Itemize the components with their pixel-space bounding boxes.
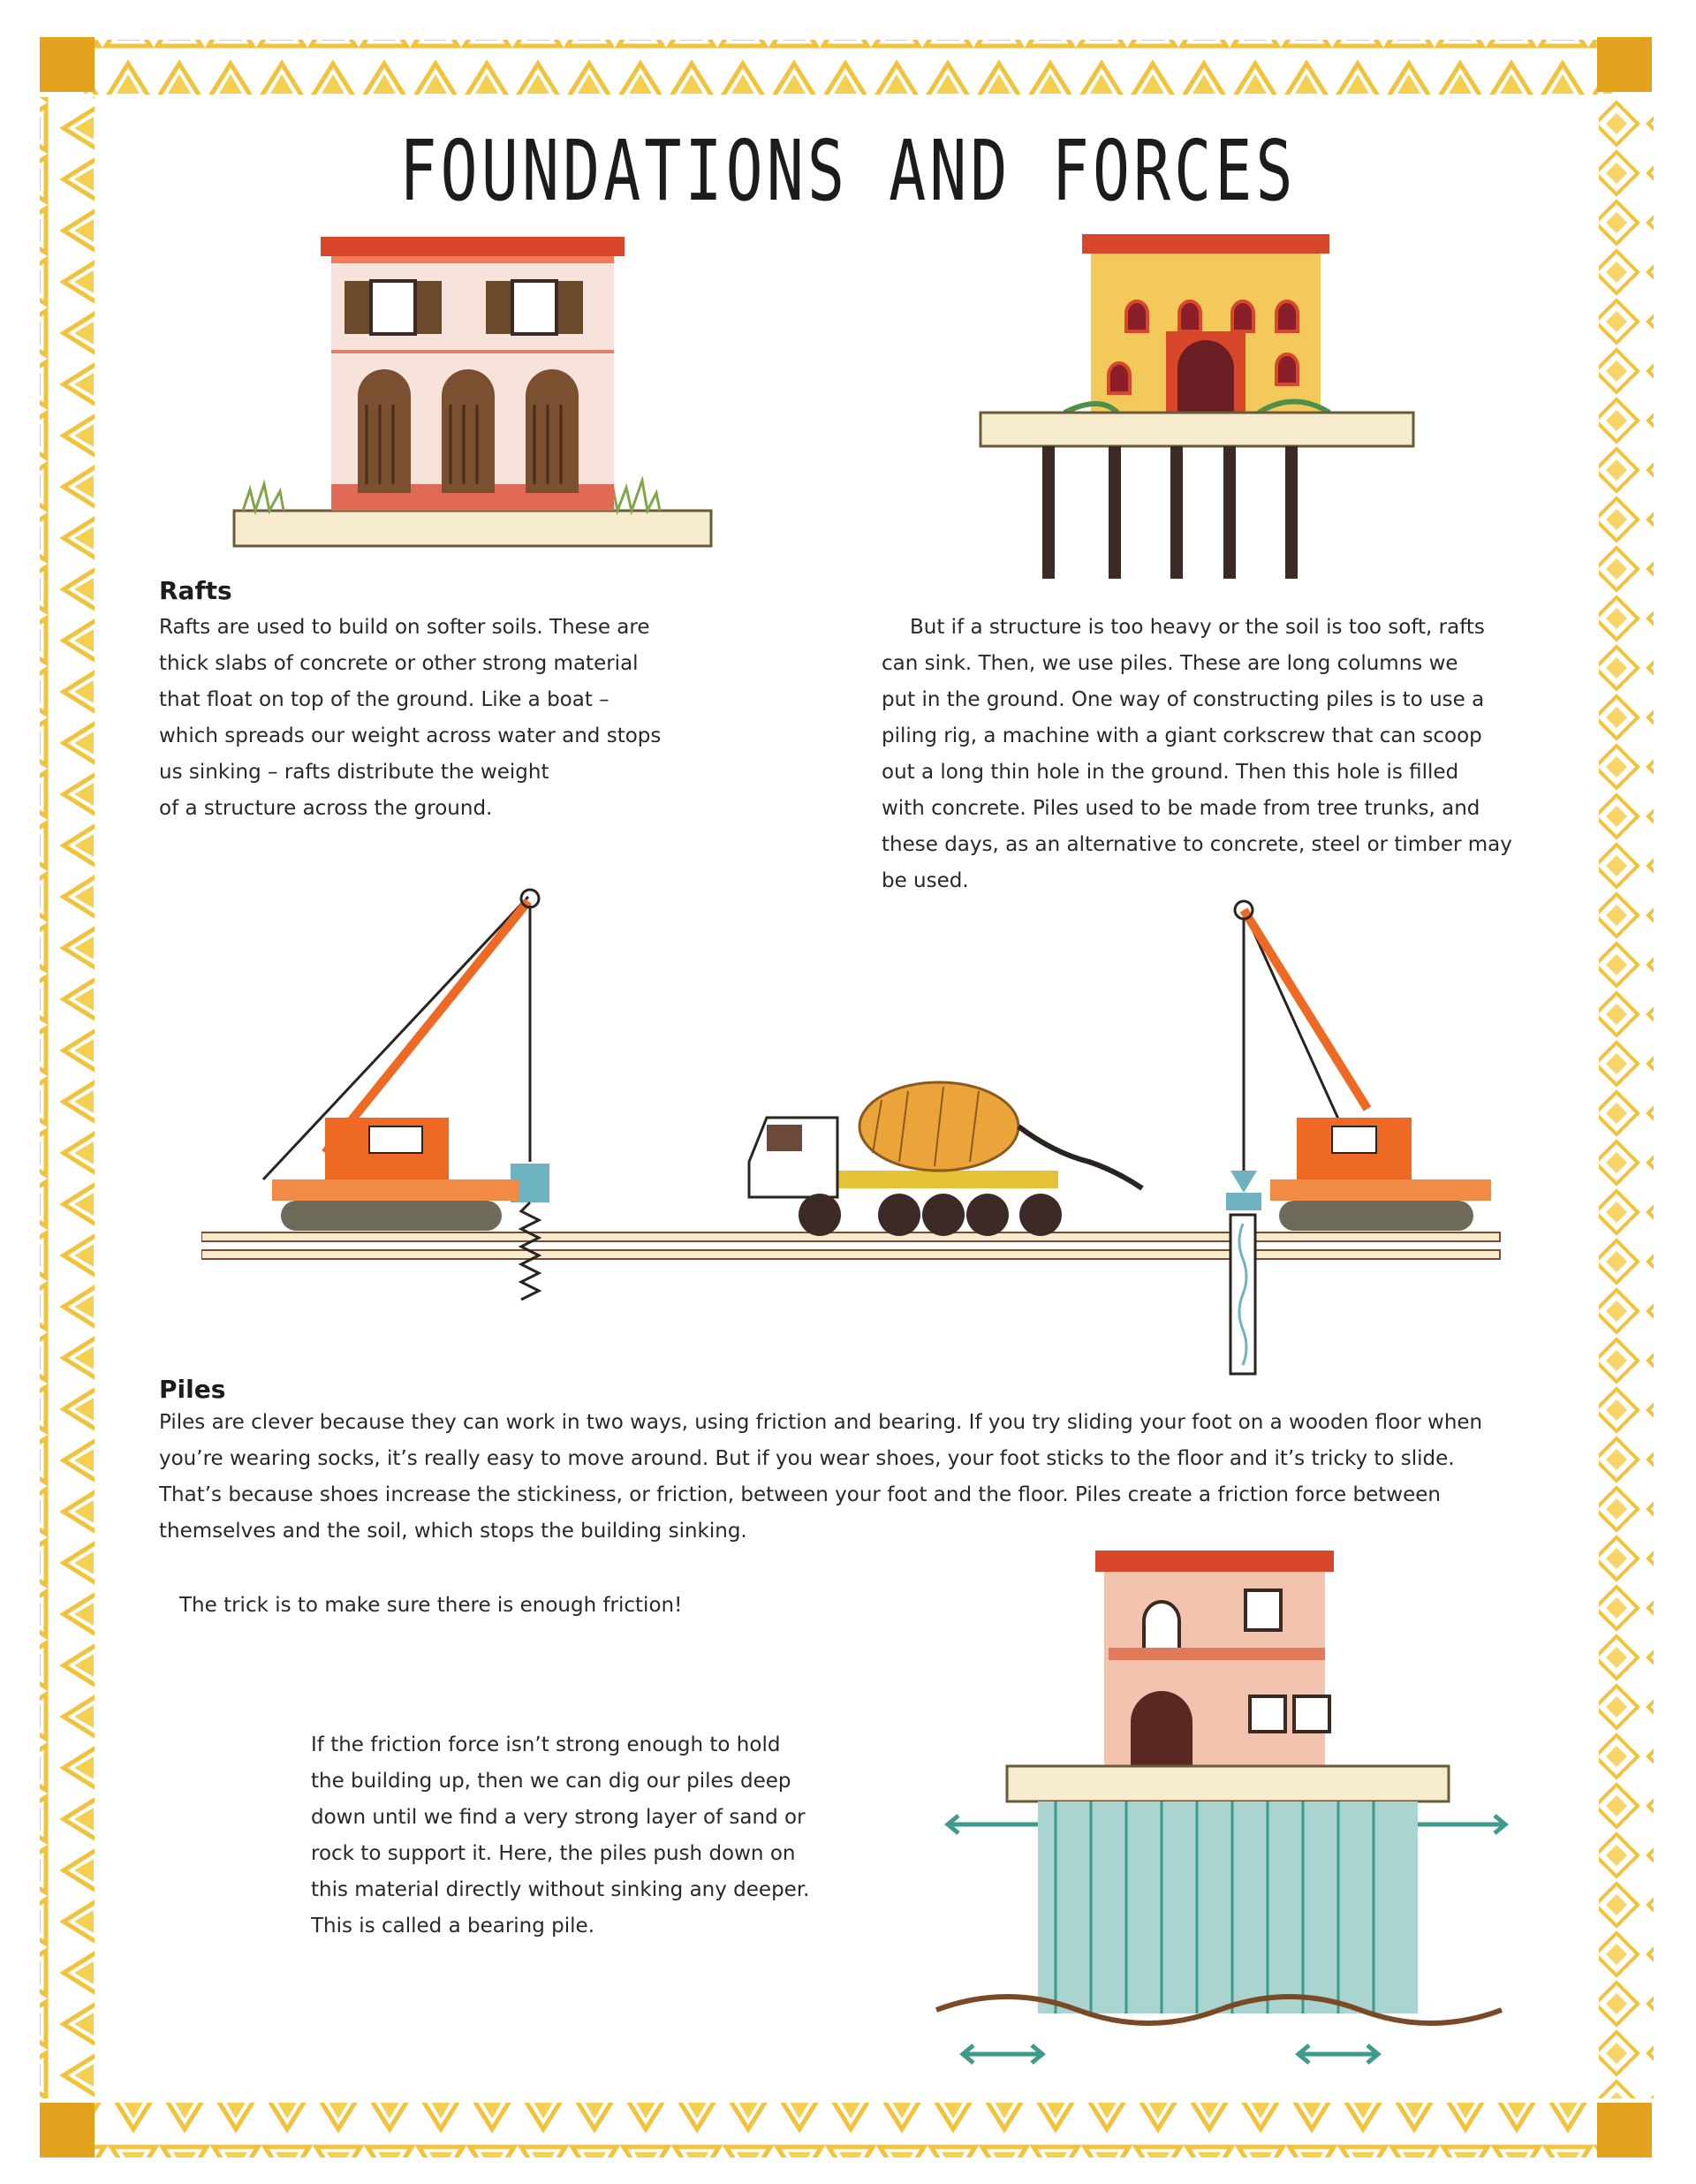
bearing-pile-house-illustration [910, 1542, 1510, 2089]
piles-heading: Piles [159, 1375, 226, 1404]
piles-intro-paragraph: But if a structure is too heavy or the soil is too soft, rafts can sink. Then, we use piles. These are long columns we put in the ground. One way of constructing piles is to use a piling rig, a machine with a giant corkscrew that can scoop out a long thin hole in the ground. Then this hole is filled with concrete. Piles used to be made from tree trunks, and these days, as an alternative to concrete, steel or timber may be used. [882, 616, 1512, 892]
bearing-pile-paragraph: If the friction force isn’t strong enough to hold the building up, then we can dig our piles deep down until we find a very strong layer of sand or rock to support it. Here, the piles push down on this material directly without sinking any deeper. This is called a bearing pile. [311, 1733, 810, 1938]
rafts-heading: Rafts [159, 576, 232, 605]
rafts-paragraph: Rafts are used to build on softer soils. These are thick slabs of concrete or other strong material that float on top of the ground. Like a boat – which spreads our weight across water and stops us sinking – rafts distribute the weight of a structure across the ground. [159, 616, 662, 820]
page-title: FOUNDATIONS AND FORCES [399, 122, 1297, 220]
cement-mixer-truck [749, 1082, 1142, 1236]
piles-paragraph: Piles are clever because they can work in two ways, using friction and bearing. If you try sliding your foot on a wooden floor when you’re wearing socks, it’s really easy to move around. But if you wear shoes, your foot sticks to the floor and it’s tricky to slide. That’s because shoes increase the stickiness, or friction, between your foot and the floor. Piles create a friction force between themselves and the soil, which stops the building sinking. [159, 1411, 1483, 1543]
piling-rig-right [1226, 901, 1491, 1374]
friction-tip: The trick is to make sure there is enough friction! [179, 1594, 683, 1617]
pile-house-illustration [976, 225, 1418, 588]
piling-machinery-illustration [201, 879, 1509, 1392]
raft-house-illustration [225, 228, 720, 564]
